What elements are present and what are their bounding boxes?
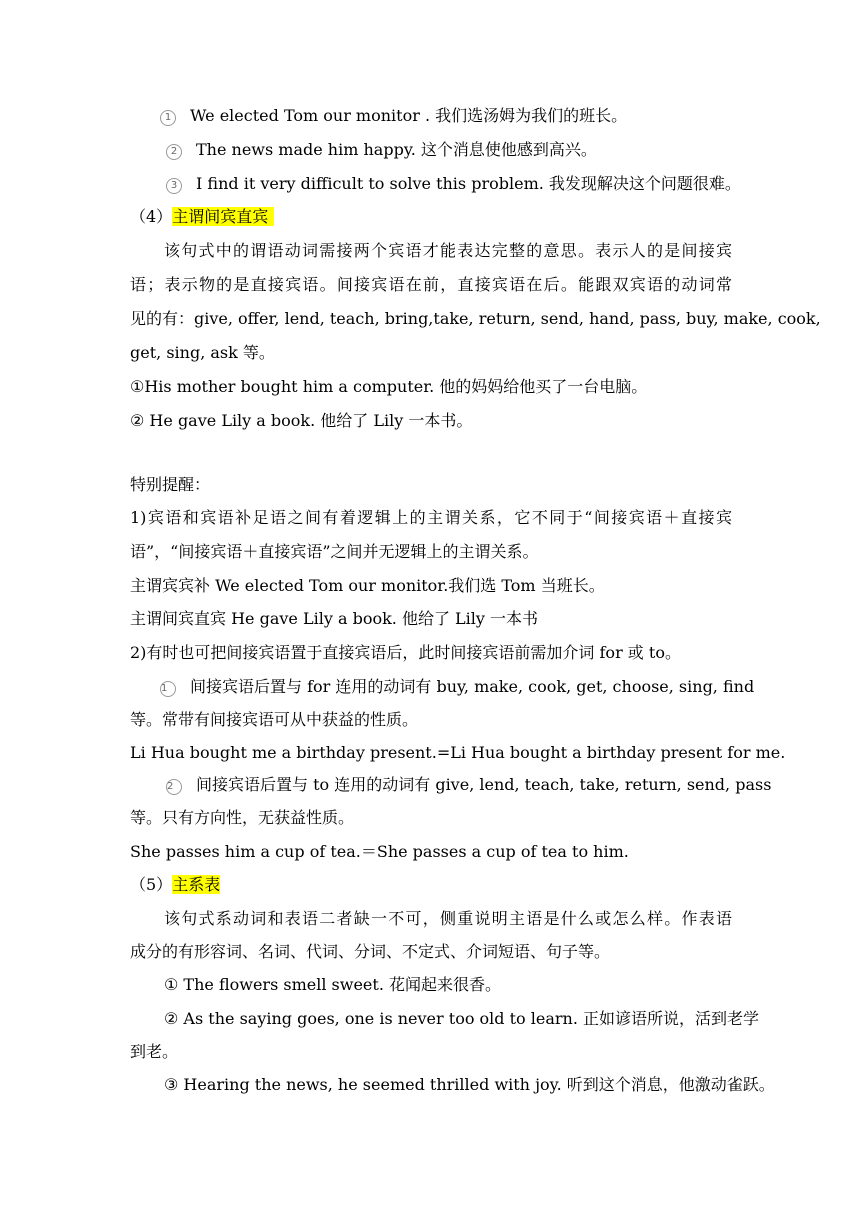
reminder-example: 主谓宾宾补 We elected Tom our monitor.我们选 Tom 当班长。: [130, 576, 605, 595]
section-5-example: ② As the saying goes, one is never too old to learn. 正如谚语所说，活到老学: [164, 1009, 760, 1028]
reminder-p2: 2)有时也可把间接宾语置于直接宾语后，此时间接宾语前需加介词 for 或 to。: [130, 643, 681, 662]
reminder-sub1-example: Li Hua bought me a birthday present.=Li Hua bought a birthday present for me.: [130, 743, 786, 762]
reminder-sub1-line: [160, 676, 755, 698]
reminder-sub2-line: [166, 774, 772, 796]
section-5-para-line: 成分的有形容词、名词、代词、分词、不定式、介词短语、句子等。: [130, 942, 611, 961]
section-prefix: （4）: [130, 207, 173, 226]
section-4-example: ①His mother bought him a computer. 他的妈妈给他买了一台电脑。: [130, 377, 648, 396]
circled-number: 3: [166, 178, 182, 194]
example-item-2: [166, 139, 740, 161]
section-4-heading: [130, 206, 732, 228]
section-title-highlight: 主谓间宾直宾: [172, 207, 274, 226]
section-5-example: ① The flowers smell sweet. 花闻起来很香。: [164, 975, 501, 994]
reminder-sub2-example: She passes him a cup of tea.＝She passes a cup of tea to him.: [130, 842, 629, 861]
sub-text: 间接宾语后置与 for 连用的动词有 buy, make, cook, get, choose, sing, find: [190, 677, 755, 696]
example-item-3: [166, 173, 740, 195]
section-prefix: （5）: [130, 875, 173, 894]
circled-number: 2: [166, 144, 182, 160]
reminder-sub1-line: 等。常带有间接宾语可从中获益的性质。: [130, 710, 419, 729]
example-text: I find it very difficult to solve this problem. 我发现解决这个问题很难。: [196, 174, 741, 193]
example-text: We elected Tom our monitor . 我们选汤姆为我们的班长。: [190, 106, 628, 125]
section-title-highlight: 主系表: [172, 875, 221, 894]
section-4-example: ② He gave Lily a book. 他给了 Lily 一本书。: [130, 411, 473, 430]
reminder-p1-line: 语”，“间接宾语＋直接宾语”之间并无逻辑上的主谓关系。: [130, 542, 539, 561]
circled-number: 2: [166, 779, 182, 795]
section-5-heading: [130, 874, 732, 896]
reminder-p1-line: 1)宾语和宾语补足语之间有着逻辑上的主谓关系，它不同于“间接宾语＋直接宾: [130, 508, 732, 527]
example-item-1: [160, 105, 740, 127]
section-5-example: ③ Hearing the news, he seemed thrilled with joy. 听到这个消息，他激动雀跃。: [164, 1075, 775, 1094]
sub-text: 间接宾语后置与 to 连用的动词有 give, lend, teach, take, return, send, pass: [196, 775, 772, 794]
section-5-para-line: 该句式系动词和表语二者缺一不可，侧重说明主语是什么或怎么样。作表语: [164, 909, 732, 928]
reminder-title: 特别提醒：: [130, 475, 211, 494]
reminder-example: 主谓间宾直宾 He gave Lily a book. 他给了 Lily 一本书: [130, 609, 539, 628]
section-5-example-cont: 到老。: [130, 1042, 179, 1061]
section-4-para-line: 该句式中的谓语动词需接两个宾语才能表达完整的意思。表示人的是间接宾: [164, 241, 732, 260]
section-4-para-line: 见的有：give, offer, lend, teach, bring,take, return, send, hand, pass, buy, make, cook,: [130, 309, 821, 328]
reminder-sub2-line: 等。只有方向性，无获益性质。: [130, 808, 355, 827]
circled-number: 1: [160, 110, 176, 126]
circled-number: 1: [160, 681, 176, 697]
example-text: The news made him happy. 这个消息使他感到高兴。: [196, 140, 597, 159]
section-4-para-line: 语；表示物的是直接宾语。间接宾语在前，直接宾语在后。能跟双宾语的动词常: [130, 275, 732, 294]
section-4-para-line: get, sing, ask 等。: [130, 343, 275, 362]
